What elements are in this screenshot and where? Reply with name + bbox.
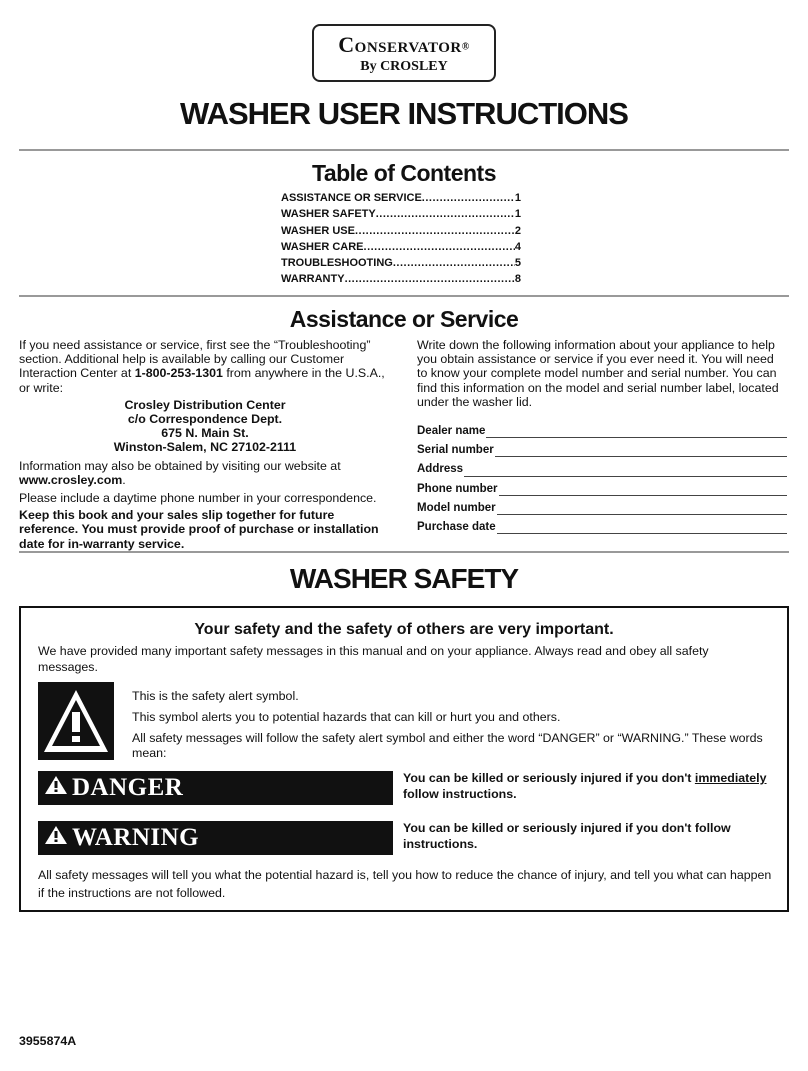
toc-heading: Table of Contents xyxy=(311,160,496,186)
warning-banner xyxy=(38,821,393,855)
warning-text: You can be killed or seriously injured if you don't follow instructions. xyxy=(403,821,731,851)
keep-book-note: Keep this book and your sales slip together for future reference. You must provide proof of purchase or installation date for in-warranty service. xyxy=(19,508,379,551)
toc-item[interactable]: WASHER USE ..... 2 xyxy=(281,223,521,239)
logo-brand: Conservator xyxy=(338,32,462,57)
model-number-field[interactable]: Model number xyxy=(417,496,787,515)
toc-item[interactable]: ASSISTANCE OR SERVICE ..... 1 xyxy=(281,190,521,206)
safety-box xyxy=(19,606,789,912)
toc-item[interactable]: WARRANTY ..... 8 xyxy=(281,271,521,287)
assistance-right-column xyxy=(417,338,787,534)
serial-number-field[interactable]: Serial number xyxy=(417,438,787,457)
assistance-intro: If you need assistance or service, first see the “Troubleshooting” section. Additional help is available by calling our Customer Interaction Center at 1-800-253-1301 from anywhere in the U.S.A., or write: xyxy=(19,338,385,395)
address-field[interactable]: Address xyxy=(417,457,787,476)
record-fields xyxy=(417,419,787,534)
danger-label: DANGER xyxy=(72,774,184,801)
phone-number: 1-800-253-1301 xyxy=(134,366,223,381)
divider xyxy=(19,295,789,297)
record-info-intro: Write down the following information about your appliance to help you obtain assistance or service if you ever need it. You will need to know your complete model number and serial number. You can find this information on the model and serial number label, located under the washer lid. xyxy=(417,338,779,409)
mailing-address: Crosley Distribution Center c/o Correspondence Dept. 675 N. Main St. Winston-Salem, NC 27102-2111 xyxy=(113,397,297,455)
assistance-heading: Assistance or Service xyxy=(289,306,519,332)
divider xyxy=(19,149,789,151)
safety-box-title: Your safety and the safety of others are very important. xyxy=(194,621,614,638)
danger-text: You can be killed or seriously injured if you don't immediately follow instructions. xyxy=(403,771,767,801)
document-code: 3955874A xyxy=(19,1034,77,1048)
daytime-phone-note: Please include a daytime phone number in your correspondence. xyxy=(19,491,377,506)
website-info: Information may also be obtained by visiting our website at www.crosley.com. xyxy=(19,458,341,487)
document-title: WASHER USER INSTRUCTIONS xyxy=(180,96,628,131)
alert-explanation: This is the safety alert symbol. This symbol alerts you to potential hazards that can kill or hurt you and others. All safety messages will follow the safety alert symbol and either the word “DANGER” or “WARNING.” These words mean: xyxy=(132,689,763,760)
website-link[interactable]: www.crosley.com xyxy=(19,472,123,487)
warning-label: WARNING xyxy=(72,824,200,851)
assistance-left-column xyxy=(19,338,391,551)
phone-number-field[interactable]: Phone number xyxy=(417,477,787,496)
warning-alert-icon xyxy=(44,824,68,852)
safety-alert-icon xyxy=(38,682,114,760)
toc-item[interactable]: WASHER CARE ..... 4 xyxy=(281,239,521,255)
danger-alert-icon xyxy=(44,774,68,802)
logo-registered-mark: ® xyxy=(461,41,470,53)
toc-item[interactable]: TROUBLESHOOTING ..... 5 xyxy=(281,255,521,271)
conservator-logo xyxy=(312,24,496,82)
danger-banner xyxy=(38,771,393,805)
safety-heading: WASHER SAFETY xyxy=(289,563,519,594)
dealer-name-field[interactable]: Dealer name xyxy=(417,419,787,438)
safety-closing: All safety messages will tell you what the potential hazard is, tell you how to reduce the chance of injury, and tell you what can happen if the instructions are not followed. xyxy=(38,868,772,900)
table-of-contents xyxy=(281,190,521,288)
divider xyxy=(19,551,789,553)
toc-item[interactable]: WASHER SAFETY ..... 1 xyxy=(281,206,521,222)
safety-intro: We have provided many important safety messages in this manual and on your appliance. Always read and obey all safety messages. xyxy=(38,644,709,674)
purchase-date-field[interactable]: Purchase date xyxy=(417,515,787,534)
logo-byline: By CROSLEY xyxy=(360,59,448,74)
